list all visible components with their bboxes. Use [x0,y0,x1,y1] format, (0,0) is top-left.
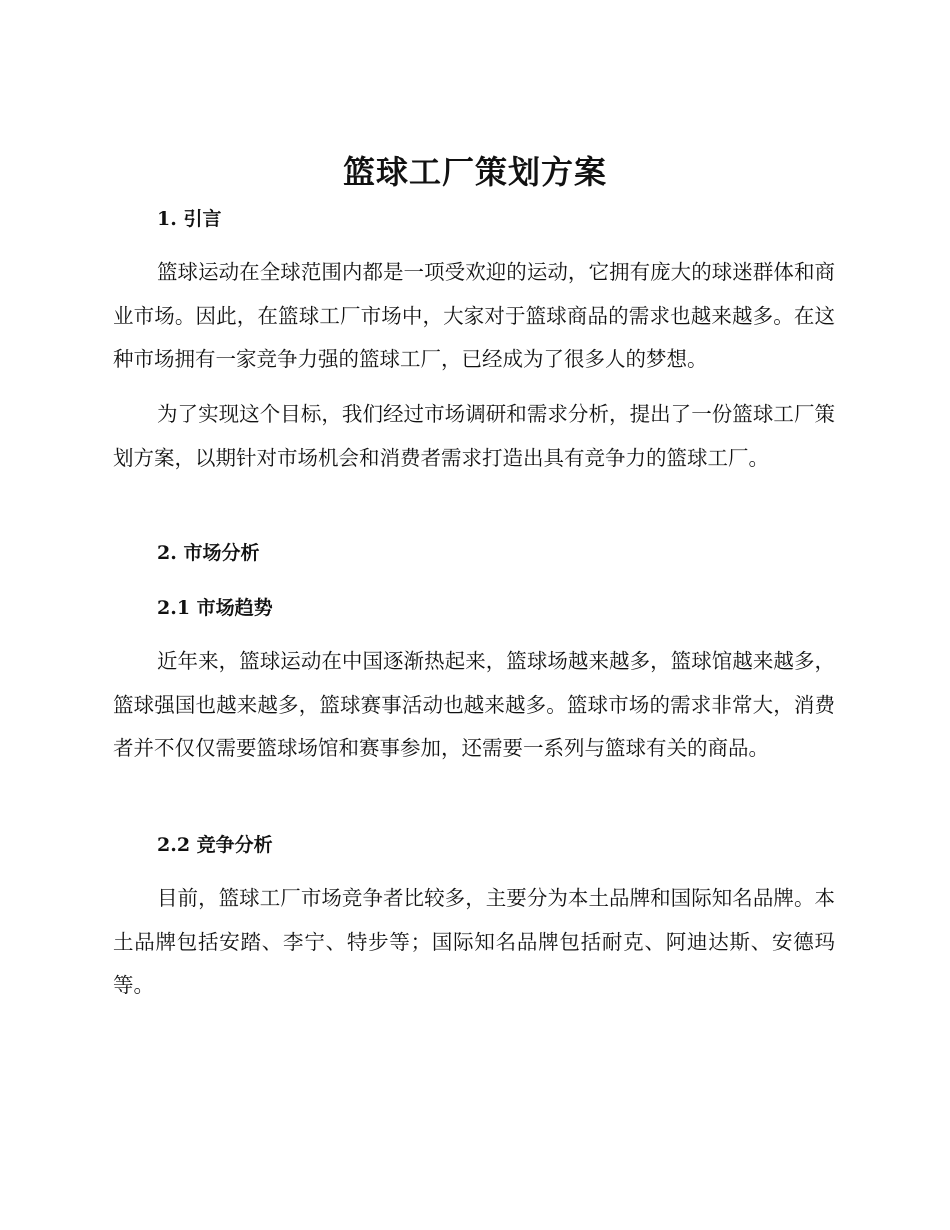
subsection-heading-market-trend: 2.1 市场趋势 [157,597,273,619]
paragraph-introduction-2: 为了实现这个目标，我们经过市场调研和需求分析，提出了一份篮球工厂策划方案，以期针对市场机会和消费者需求打造出具有竞争力的篮球工厂。 [113,402,835,470]
section-heading-introduction: 1. 引言 [157,208,222,230]
paragraph-market-trend: 近年来，篮球运动在中国逐渐热起来，篮球场越来越多，篮球馆越来越多，篮球强国也越来越多，篮球赛事活动也越来越多。篮球市场的需求非常大，消费者并不仅仅需要篮球场馆和赛事参加，还需要一系列与篮球有关的商品。 [113,649,835,760]
paragraph-introduction-1: 篮球运动在全球范围内都是一项受欢迎的运动，它拥有庞大的球迷群体和商业市场。因此，在篮球工厂市场中，大家对于篮球商品的需求也越来越多。在这种市场拥有一家竞争力强的篮球工厂，已经成为了很多人的梦想。 [113,260,835,371]
paragraph-competition: 目前，篮球工厂市场竞争者比较多，主要分为本土品牌和国际知名品牌。本土品牌包括安踏、李宁、特步等；国际知名品牌包括耐克、阿迪达斯、安德玛等。 [113,886,835,997]
subsection-heading-competition: 2.2 竞争分析 [157,834,273,856]
page-title: 篮球工厂策划方案 [342,153,607,191]
section-heading-market-analysis: 2. 市场分析 [157,542,260,564]
